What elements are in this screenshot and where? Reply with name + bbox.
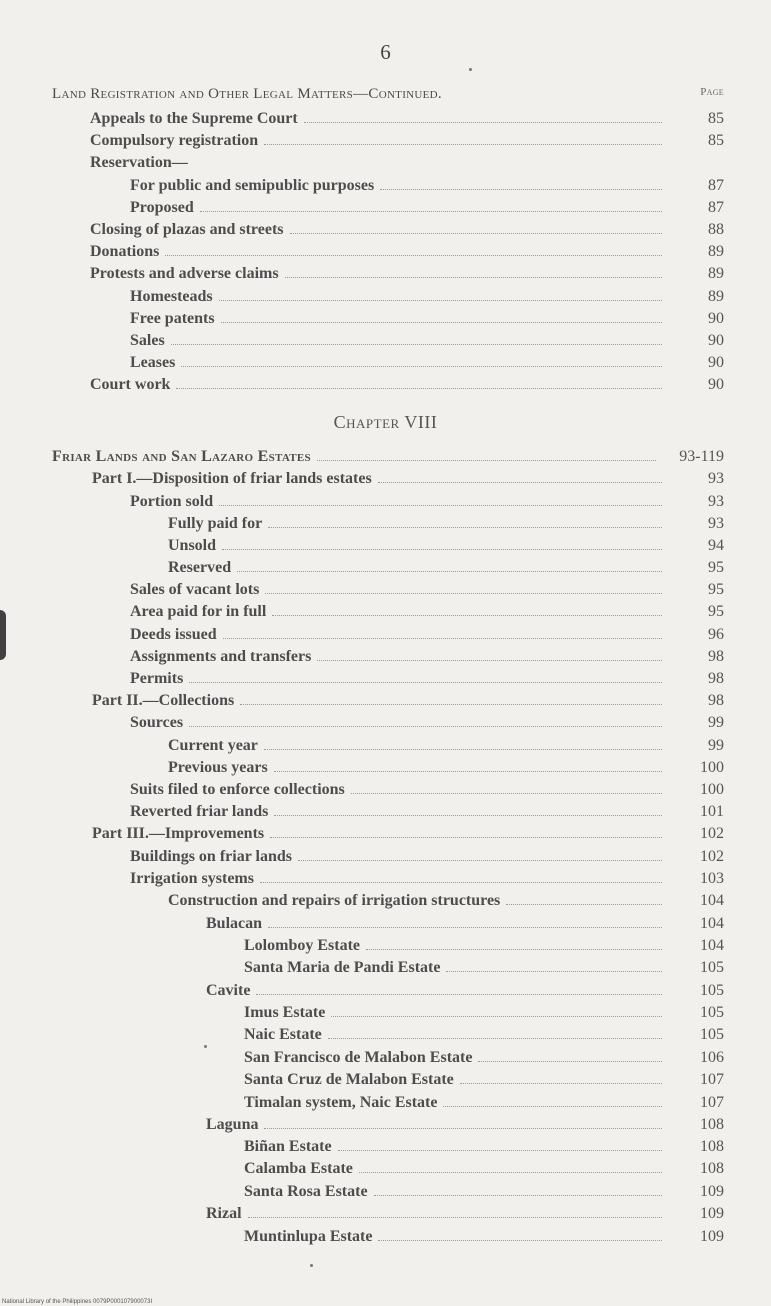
toc-entry-page: 105 (700, 959, 724, 976)
footer-credit: National Library of the Philippines 0079P000107900073I (2, 1299, 153, 1305)
toc-entry-label: Reservation— (90, 154, 188, 171)
toc-entry (92, 470, 724, 488)
toc-entry-page: 108 (700, 1138, 724, 1155)
leader-dots (189, 681, 662, 683)
toc-entry-page: 94 (708, 537, 724, 554)
toc-entry (244, 1071, 724, 1089)
leader-dots (264, 143, 662, 145)
leader-dots (366, 948, 662, 950)
toc-entry (92, 825, 724, 843)
leader-dots (222, 548, 662, 550)
leader-dots (181, 365, 662, 367)
leader-dots (290, 232, 663, 234)
toc-entry-page: 107 (700, 1094, 724, 1111)
toc-entry (130, 603, 724, 621)
leader-dots (221, 321, 662, 323)
toc-entry-label: Assignments and transfers (130, 648, 312, 665)
toc-entry (244, 1138, 724, 1156)
toc-entry-label: Proposed (130, 199, 194, 216)
toc-entry-page: 109 (700, 1183, 724, 1200)
leader-dots (248, 1216, 662, 1218)
toc-entry-page: 95 (708, 559, 724, 576)
leader-dots (256, 993, 662, 995)
toc-entry-page: 99 (708, 714, 724, 731)
toc-entry (244, 1004, 724, 1022)
toc-entry-label: For public and semipublic purposes (130, 177, 375, 194)
toc-entry-page: 105 (700, 1004, 724, 1021)
toc-entry-page: 99 (708, 737, 724, 754)
toc-entry (206, 982, 724, 1000)
toc-entry-page: 89 (708, 288, 724, 305)
toc-entry (130, 626, 724, 644)
toc-entry-page: 98 (708, 692, 724, 709)
toc-entry-label: Fully paid for (168, 515, 263, 532)
toc-entry (130, 581, 724, 599)
toc-entry (244, 937, 724, 955)
toc-entry-page: 89 (708, 265, 724, 282)
toc-entry (130, 781, 724, 799)
toc-entry-page: 103 (700, 870, 724, 887)
toc-entry-label: Court work (90, 376, 171, 393)
toc-entry-page: 104 (700, 892, 724, 909)
leader-dots (260, 881, 662, 883)
toc-entry-label: Protests and adverse claims (90, 265, 279, 282)
toc-entry-label: Free patents (130, 310, 215, 327)
toc-entry-label: Reserved (168, 559, 232, 576)
toc-entry-page: 108 (700, 1116, 724, 1133)
toc-entry (168, 537, 724, 555)
toc-entry-page: 109 (700, 1228, 724, 1245)
toc-entry (168, 737, 724, 755)
toc-entry-label: Homesteads (130, 288, 213, 305)
toc-entry-label: Previous years (168, 759, 268, 776)
toc-entry-page: 87 (708, 199, 724, 216)
toc-entry-page: 95 (708, 581, 724, 598)
toc-entry-page: 107 (700, 1071, 724, 1088)
toc-entry-page: 96 (708, 626, 724, 643)
page-number: 6 (380, 40, 391, 64)
toc-entry-page: 105 (700, 982, 724, 999)
leader-dots (443, 1105, 662, 1107)
toc-entry-label: Current year (168, 737, 258, 754)
toc-entry-label: Part II.—Collections (92, 692, 235, 709)
scan-speck (310, 1264, 313, 1267)
leader-dots (274, 814, 662, 816)
leader-dots (304, 121, 662, 123)
toc-entry-label: Sources (130, 714, 184, 731)
toc-entry-label: Part III.—Improvements (92, 825, 265, 842)
toc-entry (130, 848, 724, 866)
leader-dots (378, 481, 662, 483)
toc-entry (130, 288, 724, 306)
toc-entry-label: Unsold (168, 537, 217, 554)
toc-entry (244, 1094, 724, 1112)
toc-entry (130, 199, 724, 217)
toc-entry-label: Muntinlupa Estate (244, 1228, 373, 1245)
toc-entry (244, 1183, 724, 1201)
toc-entry-page: 88 (708, 221, 724, 238)
toc-entry-label: Laguna (206, 1116, 259, 1133)
toc-entry-page: 93 (708, 493, 724, 510)
toc-entry-label: Part I.—Disposition of friar lands estates (92, 470, 372, 487)
toc-entry (168, 759, 724, 777)
scan-smudge (0, 610, 6, 660)
toc-entry (206, 1205, 724, 1223)
toc-entry (130, 870, 724, 888)
toc-entry-label: Biñan Estate (244, 1138, 332, 1155)
toc-entry-label: Buildings on friar lands (130, 848, 292, 865)
toc-entry (206, 1116, 724, 1134)
leader-dots (219, 299, 662, 301)
toc-entry (130, 332, 724, 350)
toc-entry-page: 90 (708, 376, 724, 393)
leader-dots (374, 1194, 662, 1196)
toc-entry (90, 243, 724, 261)
toc-entry-label: Lolomboy Estate (244, 937, 360, 954)
leader-dots (317, 659, 662, 661)
leader-dots (264, 748, 662, 750)
scan-speck (204, 1045, 207, 1048)
toc-entry-label: Timalan system, Naic Estate (244, 1094, 438, 1111)
leader-dots (264, 1127, 662, 1129)
toc-entry-label: Santa Cruz de Malabon Estate (244, 1071, 454, 1088)
toc-entry (206, 915, 724, 933)
toc-entry (168, 892, 724, 910)
toc-entry-page: 93-119 (679, 448, 724, 465)
page-column-label: Page (700, 86, 724, 98)
leader-dots (270, 836, 662, 838)
toc-entry-page: 105 (700, 1026, 724, 1043)
toc-entry-page: 100 (700, 759, 724, 776)
toc-entry-page: 85 (708, 132, 724, 149)
toc-entry (168, 515, 724, 533)
section-header: Land Registration and Other Legal Matters—Continued. (52, 86, 442, 102)
toc-entry-label: Calamba Estate (244, 1160, 353, 1177)
toc-entry (90, 132, 724, 150)
leader-dots (378, 1239, 662, 1241)
toc-entry-page: 95 (708, 603, 724, 620)
toc-entry (130, 670, 724, 688)
toc-entry (90, 110, 724, 128)
leader-dots (351, 792, 662, 794)
leader-dots (338, 1149, 662, 1151)
leader-dots (237, 570, 662, 572)
leader-dots (298, 859, 662, 861)
toc-entry (130, 803, 724, 821)
toc-entry-page: 89 (708, 243, 724, 260)
leader-dots (506, 903, 662, 905)
toc-entry (130, 310, 724, 328)
leader-dots (272, 614, 662, 616)
toc-entry-page: 109 (700, 1205, 724, 1222)
leader-dots (189, 725, 662, 727)
toc-entry-label: Irrigation systems (130, 870, 254, 887)
toc-entry-page: 102 (700, 825, 724, 842)
toc-entry (90, 376, 724, 394)
toc-entry-label: Suits filed to enforce collections (130, 781, 345, 798)
toc-entry (92, 692, 724, 710)
toc-entry-label: Appeals to the Supreme Court (90, 110, 298, 127)
toc-entry (90, 154, 724, 172)
toc-entry (168, 559, 724, 577)
toc-entry-label: Donations (90, 243, 160, 260)
toc-entry (244, 1049, 724, 1067)
leader-dots (446, 970, 662, 972)
leader-dots (176, 387, 662, 389)
toc-entry-label: Friar Lands and San Lazaro Estates (52, 448, 311, 465)
toc-entry-page: 108 (700, 1160, 724, 1177)
toc-entry-page: 98 (708, 648, 724, 665)
leader-dots (171, 343, 662, 345)
toc-entry-label: Bulacan (206, 915, 263, 932)
toc-entry-page: 87 (708, 177, 724, 194)
toc-entry (244, 959, 724, 977)
toc-entry-label: Sales of vacant lots (130, 581, 260, 598)
toc-entry-page: 90 (708, 310, 724, 327)
toc-entry (90, 221, 724, 239)
toc-entry-label: Closing of plazas and streets (90, 221, 284, 238)
toc-entry-label: Deeds issued (130, 626, 217, 643)
toc-entry-page: 90 (708, 354, 724, 371)
leader-dots (328, 1037, 662, 1039)
leader-dots (268, 526, 662, 528)
scan-speck (469, 68, 472, 71)
toc-entry-label: Imus Estate (244, 1004, 326, 1021)
toc-entry (244, 1160, 724, 1178)
toc-entry-page: 90 (708, 332, 724, 349)
toc-entry (244, 1026, 724, 1044)
leader-dots (219, 504, 662, 506)
toc-entry-page: 100 (700, 781, 724, 798)
leader-dots (380, 188, 662, 190)
toc-entry-label: Construction and repairs of irrigation structures (168, 892, 501, 909)
toc-entry-label: Reverted friar lands (130, 803, 269, 820)
leader-dots (285, 276, 662, 278)
toc-entry-label: Compulsory registration (90, 132, 259, 149)
leader-dots (268, 926, 662, 928)
leader-dots (331, 1015, 662, 1017)
toc-entry-page: 85 (708, 110, 724, 127)
toc-entry (130, 714, 724, 732)
toc-entry-label: Permits (130, 670, 184, 687)
toc-entry (130, 493, 724, 511)
toc-entry-label: Sales (130, 332, 165, 349)
leader-dots (240, 703, 662, 705)
toc-entry-label: Rizal (206, 1205, 242, 1222)
leader-dots (359, 1171, 662, 1173)
toc-entry-label: Santa Maria de Pandi Estate (244, 959, 441, 976)
toc-entry-page: 93 (708, 470, 724, 487)
toc-entry-page: 106 (700, 1049, 724, 1066)
toc-entry (90, 265, 724, 283)
toc-entry-page: 104 (700, 937, 724, 954)
toc-entry (130, 648, 724, 666)
leader-dots (274, 770, 662, 772)
toc-entry (52, 448, 724, 466)
leader-dots (165, 254, 662, 256)
toc-entry-label: Area paid for in full (130, 603, 267, 620)
toc-entry-label: Portion sold (130, 493, 214, 510)
toc-entry (130, 177, 724, 195)
toc-entry (244, 1228, 724, 1246)
toc-entry-page: 98 (708, 670, 724, 687)
leader-dots (478, 1060, 662, 1062)
toc-entry-page: 104 (700, 915, 724, 932)
toc-entry (130, 354, 724, 372)
toc-entry-label: Santa Rosa Estate (244, 1183, 368, 1200)
toc-entry-label: Cavite (206, 982, 251, 999)
leader-dots (200, 210, 662, 212)
leader-dots (460, 1082, 662, 1084)
chapter-title: Chapter VIII (333, 412, 438, 432)
toc-entry-page: 93 (708, 515, 724, 532)
toc-entry-label: Naic Estate (244, 1026, 322, 1043)
toc-entry-page: 102 (700, 848, 724, 865)
leader-dots (223, 637, 662, 639)
toc-entry-label: San Francisco de Malabon Estate (244, 1049, 473, 1066)
toc-entry-page: 101 (700, 803, 724, 820)
toc-entry-label: Leases (130, 354, 176, 371)
leader-dots (317, 459, 656, 461)
leader-dots (265, 592, 662, 594)
